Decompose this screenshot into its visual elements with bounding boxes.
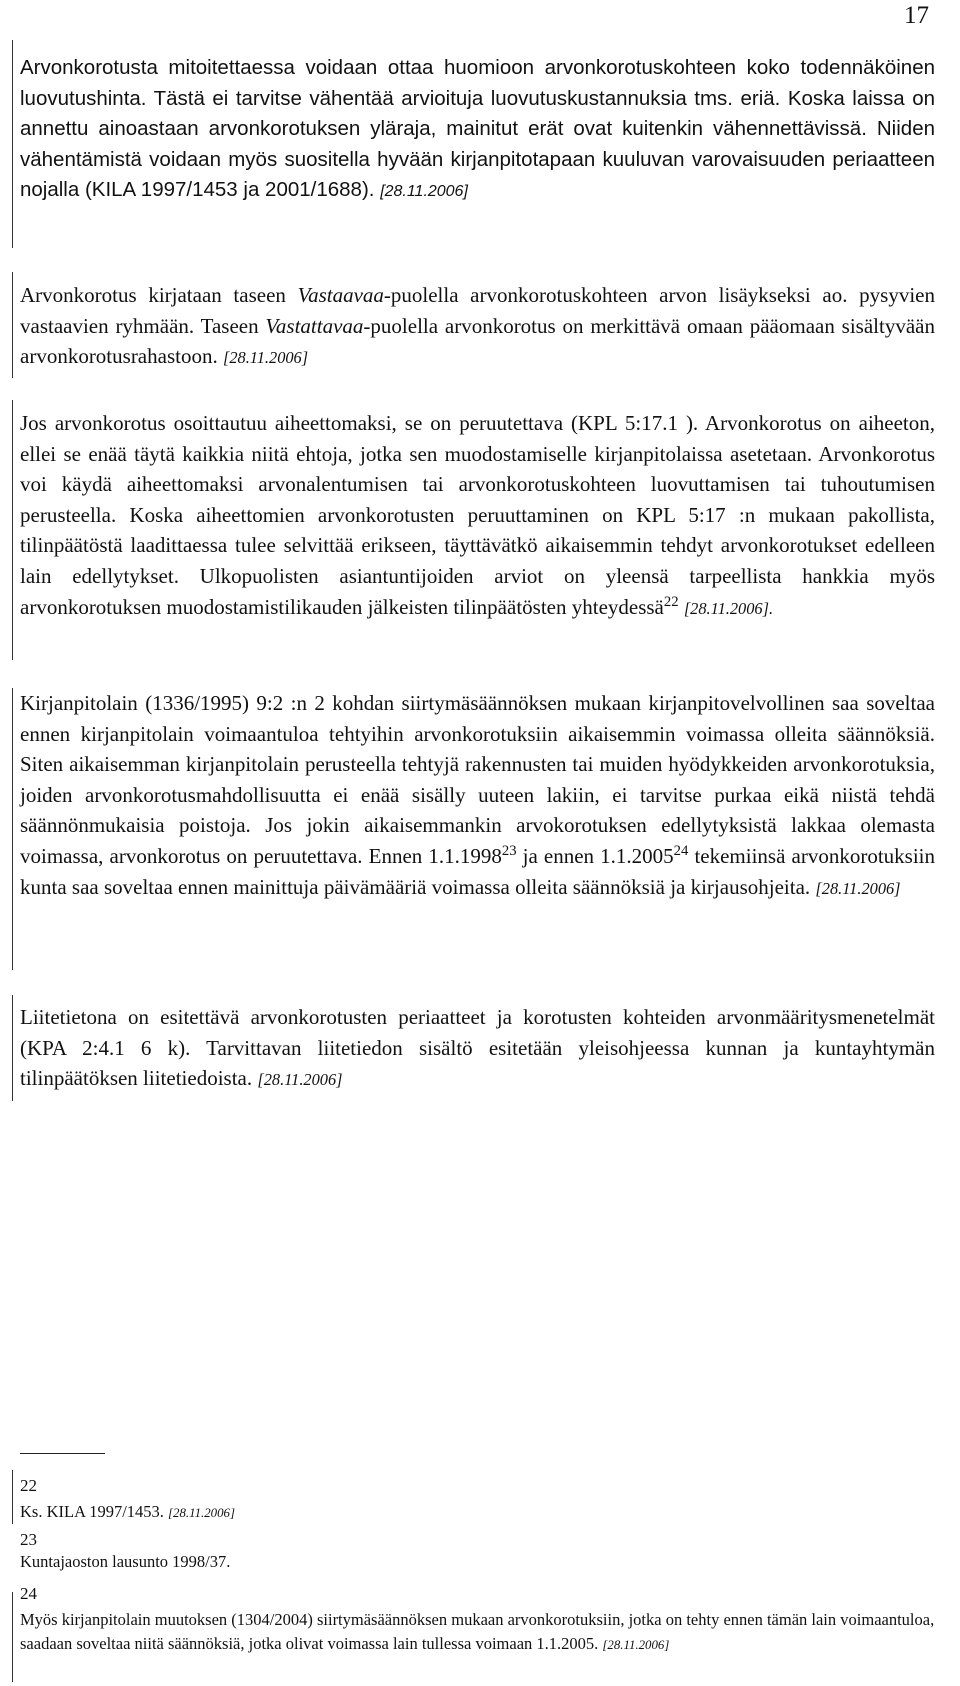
paragraph-5: [20, 1002, 935, 1096]
change-bar: [12, 688, 13, 970]
paragraph-text: -puolella arvonkorotus on merkittävä omaan pääomaan sisältyvään arvonkorotusrahastoon.: [20, 313, 935, 369]
change-bar: [12, 400, 13, 660]
footnote-text: Myös kirjanpitolain muutoksen (1304/2004) siirtymäsäännöksen mukaan arvonkorotuksiin, jotka on tehty ennen tämän lain voimaantuloa, saadaan soveltaa niitä säännöksiä, jotka olivat voimassa lain tullessa voimaan 1.1.2005.: [20, 1610, 935, 1653]
paragraph-text: ja ennen 1.1.2005: [516, 843, 674, 868]
footnote-text: Kuntajaoston lausunto 1998/37.: [20, 1552, 231, 1571]
italic-term: Vastaavaa: [297, 283, 384, 307]
revision-date: [28.11.2006].: [683, 598, 774, 618]
footnote-ref[interactable]: 22: [663, 593, 679, 610]
footnote-24: [20, 1608, 935, 1657]
revision-date: [28.11.2006]: [168, 1506, 235, 1520]
footnote-text: Ks. KILA 1997/1453.: [20, 1502, 164, 1521]
revision-date: [28.11.2006]: [602, 1637, 670, 1652]
paragraph-3: [20, 408, 935, 624]
paragraph-text: Arvonkorotusta mitoitettaessa voidaan ottaa huomioon arvonkorotuskohteen koko todennäköinen luovutushinta. Tästä ei tarvitse vähentää arvioituja luovutuskustannuksia tms. eriä. Koska laissa on annettu ainoastaan arvonkorotuksen yläraja, mainitut erät ovat kuitenkin vähennettävissä. Niiden vähentämistä voidaan myös suositella hyvään kirjanpitotapaan kuuluvan varovaisuuden periaatteen nojalla (KILA 1997/1453 ja 2001/1688).: [20, 56, 935, 202]
footnote-number: 22: [20, 1476, 37, 1495]
paragraph-1: [20, 53, 935, 208]
paragraph-text: tekemiinsä arvonkorotuksiin kunta saa soveltaa ennen mainittuja päivämääriä voimassa olleita säännöksiä ja kirjausohjeita.: [20, 843, 935, 899]
paragraph-text: :n mukaan pakollista, tilinpäätöstä laadittaessa tulee selvittää erikseen, täyttävätkö aikaisemmin tehdyt arvonkorotukset edelleen lain edellytykset. Ulkopuolisten asiantuntijoiden arviot on yleensä tarpeellista hankkia myös arvonkorotuksen muodostamistilikauden jälkeisten tilinpäätösten yhteydessä: [20, 502, 935, 619]
paragraph-text: Liitetietona on esitettävä arvonkorotusten periaatteet ja korotusten kohteiden arvonmääritysmenetelmät (KPA 2:4.1: [20, 1005, 935, 1060]
paragraph-text: 6 k). Tarvittavan liitetiedon sisältö esitetään yleisohjeessa kunnan ja kuntayhtymän tilinpäätöksen liitetiedoista.: [20, 1035, 935, 1091]
paragraph-2: [20, 280, 935, 374]
change-bar: [12, 995, 13, 1101]
footnote-number: 23: [20, 1530, 37, 1549]
italic-term: Vastattavaa: [265, 313, 364, 338]
footnote-separator: [20, 1453, 105, 1454]
paragraph-4: [20, 688, 935, 904]
footnote-22: [20, 1500, 935, 1526]
paragraph-text: Arvonkorotus kirjataan taseen: [20, 283, 298, 307]
change-bar: [12, 1592, 13, 1682]
footnote-23: [20, 1550, 935, 1574]
footnote-ref[interactable]: 24: [673, 842, 689, 859]
paragraph-text: ). Arvonkorotus on aiheeton, ellei se enää täytä kaikkia niitä ehtoja, jotka sen muodostamiselle kirjanpitolaissa asetetaan. Arvonkorotus voi käydä aiheettomaksi arvonalentumisen tai arvonkorotuskohteen luovuttamisen tai tuhoutumisen perusteella. Koska aiheettomien arvonkorotusten peruuttaminen on KPL 5:17: [20, 411, 935, 527]
revision-date: [28.11.2006]: [257, 1070, 343, 1090]
paragraph-text: Jos arvonkorotus osoittautuu aiheettomaksi, se on peruutettava (KPL 5:17.1: [20, 411, 686, 435]
paragraph-text: :n 2 kohdan siirtymäsäännöksen mukaan kirjanpitovelvollinen saa soveltaa ennen kirjanpitolain voimaantuloa tehtyihin arvonkorotuksiin aikaisemmin voimassa olleita säännöksiä. Siten aikaisemman kirjanpitolain perusteella tehtyjä rakennusten tai muiden hyödykkeiden arvonkorotuksia, joiden arvonkorotusmahdollisuutta ei enää sisälly uuteen lakiin, ei tarvitse purkaa eikä niistä tehdä säännönmukaisia poistoja. Jos jokin aikaisemmankin arvokorotuksen edellytyksistä lakkaa olemasta voimassa, arvonkorotus on peruutettava. Ennen 1.1.1998: [20, 691, 935, 868]
revision-date: [28.11.2006]: [380, 183, 468, 201]
paragraph-text: Kirjanpitolain (1336/1995) 9:2: [20, 691, 291, 715]
revision-date: [28.11.2006]: [815, 878, 901, 898]
footnote-number: 24: [20, 1584, 37, 1603]
page-number: 17: [904, 2, 929, 29]
revision-date: [28.11.2006]: [222, 348, 309, 368]
change-bar: [12, 272, 13, 378]
change-bar: [12, 1470, 13, 1524]
footnote-ref[interactable]: 23: [501, 842, 517, 859]
change-bar: [12, 40, 13, 248]
paragraph-text: -puolella arvonkorotuskohteen arvon lisäykseksi ao. pysyvien vastaavien ryhmään. Taseen: [20, 283, 935, 338]
